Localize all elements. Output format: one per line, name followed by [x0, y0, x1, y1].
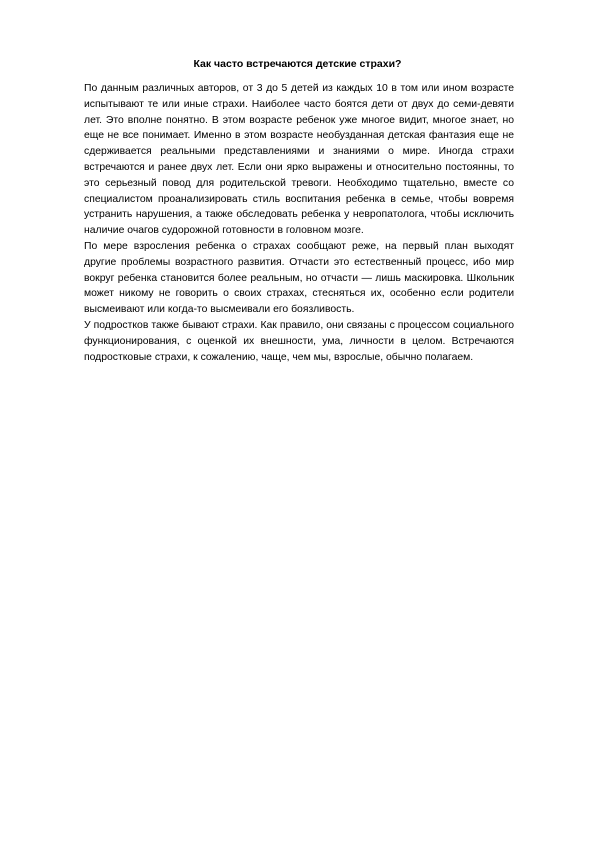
document-body: [84, 81, 514, 365]
paragraph-1: По данным различных авторов, от 3 до 5 детей из каждых 10 в том или ином возрасте испытывают те или иные страхи. Наиболее часто боятся дети от двух до семи-девяти лет. Это вполне понятно. В этом возрасте ребенок уже многое видит, многое знает, но еще не все понимает. Именно в этом возрасте необузданная детская фантазия еще не сдерживается реальными представлениями и знаниями о мире. Иногда страхи встречаются и ранее двух лет. Если они ярко выражены и относительно постоянны, то это серьезный повод для родительской тревоги. Необходимо тщательно, вместе со специалистом проанализировать стиль воспитания ребенка в семье, чтобы вовремя устранить нарушения, а также обследовать ребенка у невропатолога, чтобы исключить наличие очагов судорожной готовности в головном мозге.: [84, 83, 514, 237]
document-title: Как часто встречаются детские страхи?: [193, 58, 402, 70]
paragraph-2: По мере взросления ребенка о страхах сообщают реже, на первый план выходят другие проблемы возрастного развития. Отчасти это естественный процесс, ибо мир вокруг ребенка становится более реальным, но отчасти — лишь маскировка. Школьник может никому не говорить о своих страхах, стесняться их, особенно если родители высмеивают или когда-то высмеивали его боязливость.: [84, 240, 514, 316]
paragraph-3: У подростков также бывают страхи. Как правило, они связаны с процессом социального функционирования, с оценкой их внешности, ума, личности в целом. Встречаются подростковые страхи, к сожалению, чаще, чем мы, взрослые, обычно полагаем.: [84, 319, 514, 363]
